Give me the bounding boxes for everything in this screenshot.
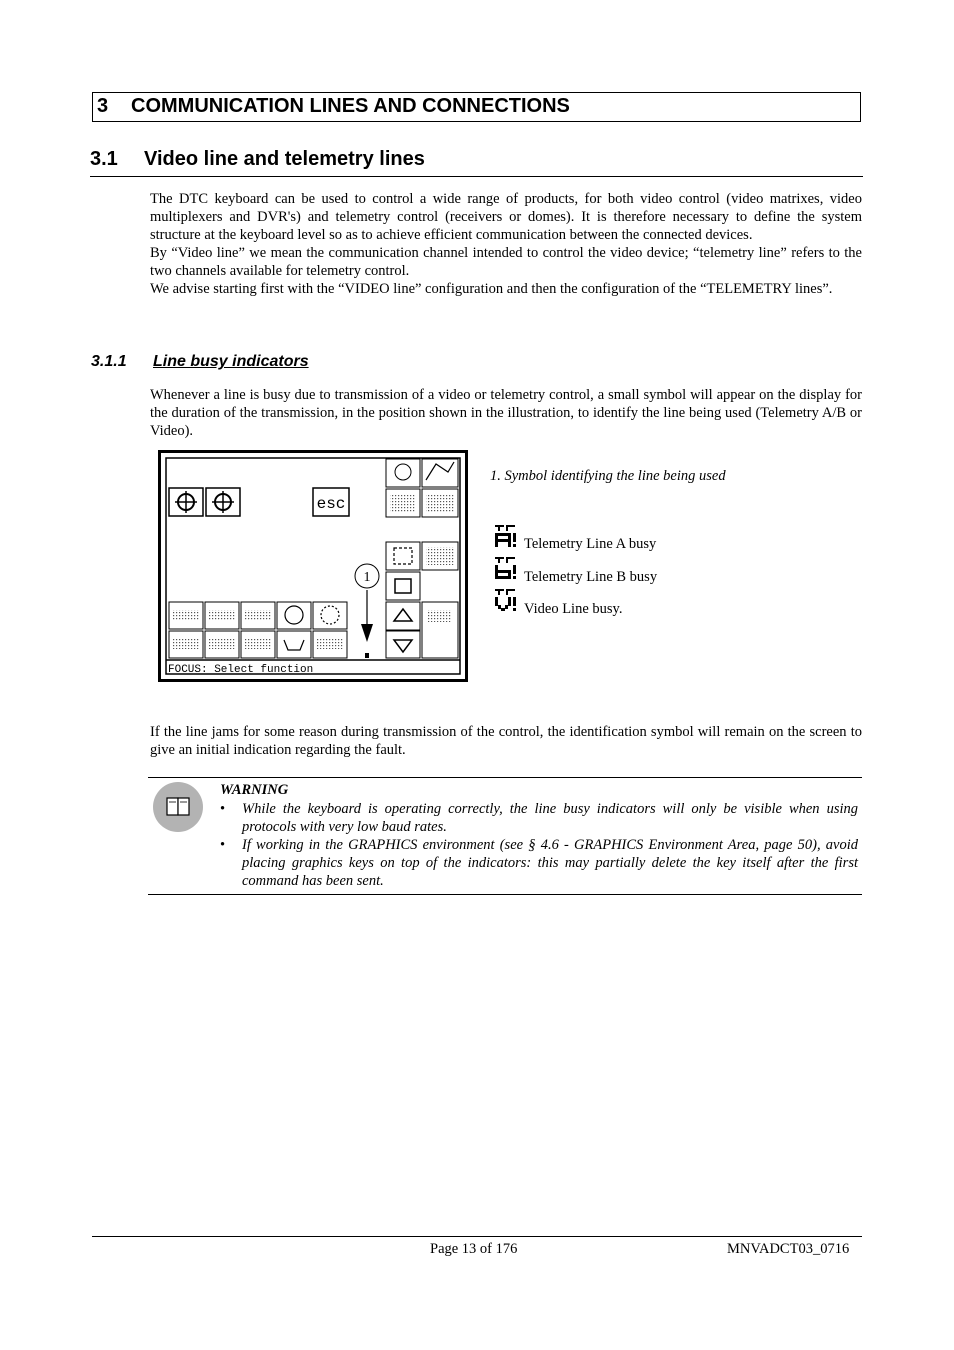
esc-label: esc bbox=[316, 495, 346, 513]
busy-indicator-position bbox=[365, 653, 369, 658]
subsection-title: Line busy indicators bbox=[153, 353, 309, 370]
warning-item-2: • If working in the GRAPHICS environment (see § 4.6 - GRAPHICS Environment Area, page 50), avoid placing graphics keys on top of the indicators: this may partially delete the key itself after the first command has been sent. bbox=[220, 837, 858, 889]
warning-title: WARNING bbox=[220, 782, 289, 798]
chapter-heading bbox=[92, 92, 861, 122]
keyboard-display-illustration bbox=[158, 450, 468, 682]
legend-telemetry-a: Telemetry Line A busy bbox=[524, 536, 657, 552]
jam-text bbox=[150, 723, 862, 759]
warning-list bbox=[220, 800, 858, 890]
subsection-number: 3.1.1 bbox=[91, 353, 127, 370]
callout-number: 1 bbox=[363, 570, 371, 585]
warning-item-1-text: While the keyboard is operating correctly, the line busy indicators will only be visible when using protocols with very low baud rates. bbox=[242, 801, 858, 835]
telemetry-b-symbol-icon bbox=[494, 556, 518, 582]
intro-paragraph-3: We advise starting first with the “VIDEO line” configuration and then the configuration of the “TELEMETRY lines”. bbox=[150, 281, 833, 297]
page-number: Page 13 of 176 bbox=[430, 1241, 518, 1257]
intro-text bbox=[150, 190, 862, 298]
warning-item-1: • While the keyboard is operating correctly, the line busy indicators will only be visible when using protocols with very low baud rates. bbox=[220, 801, 858, 835]
book-icon bbox=[153, 782, 203, 832]
warning-bottom-rule bbox=[148, 894, 862, 895]
section-number: 3.1 bbox=[90, 148, 118, 170]
warning-top-rule bbox=[148, 777, 862, 778]
section-title: Video line and telemetry lines bbox=[144, 148, 425, 170]
jam-paragraph: If the line jams for some reason during transmission of the control, the identification symbol will remain on the screen to give an initial indication regarding the fault. bbox=[150, 724, 862, 758]
document-code: MNVADCT03_0716 bbox=[727, 1241, 850, 1257]
chapter-title: COMMUNICATION LINES AND CONNECTIONS bbox=[131, 95, 570, 117]
crosshair-button-1 bbox=[169, 488, 203, 516]
legend-video-line: Video Line busy. bbox=[524, 601, 623, 617]
busy-indicator-text bbox=[150, 386, 862, 440]
telemetry-a-symbol-icon bbox=[494, 524, 518, 550]
intro-paragraph-1: The DTC keyboard can be used to control a wide range of products, for both video control (video matrixes, video multiplexers and DVR's) and telemetry control (receivers or domes). It is therefore necessary to define the system structure at the keyboard level so as to achieve efficient communication between the connected devices. bbox=[150, 191, 862, 243]
crosshair-button-2 bbox=[206, 488, 240, 516]
intro-paragraph-2: By “Video line” we mean the communication channel intended to control the video device; “telemetry line” refers to the two channels available for telemetry control. bbox=[150, 245, 862, 279]
busy-paragraph: Whenever a line is busy due to transmission of a video or telemetry control, a small symbol will appear on the display for the duration of the transmission, in the position shown in the illustration, to identify the line being used (Telemetry A/B or Video). bbox=[150, 387, 862, 439]
status-bar-text: FOCUS: Select function bbox=[168, 664, 314, 676]
warning-item-2-text: If working in the GRAPHICS environment (see § 4.6 - GRAPHICS Environment Area, page 50), avoid placing graphics keys on top of the indicators: this may partially delete the key itself after the first command has been sent. bbox=[242, 837, 858, 889]
footer-rule bbox=[92, 1236, 862, 1237]
legend-telemetry-b: Telemetry Line B busy bbox=[524, 569, 658, 585]
video-line-symbol-icon bbox=[494, 588, 518, 614]
chapter-number: 3 bbox=[97, 95, 109, 117]
figure-caption: 1. Symbol identifying the line being used bbox=[490, 468, 726, 484]
section-heading bbox=[90, 146, 863, 177]
